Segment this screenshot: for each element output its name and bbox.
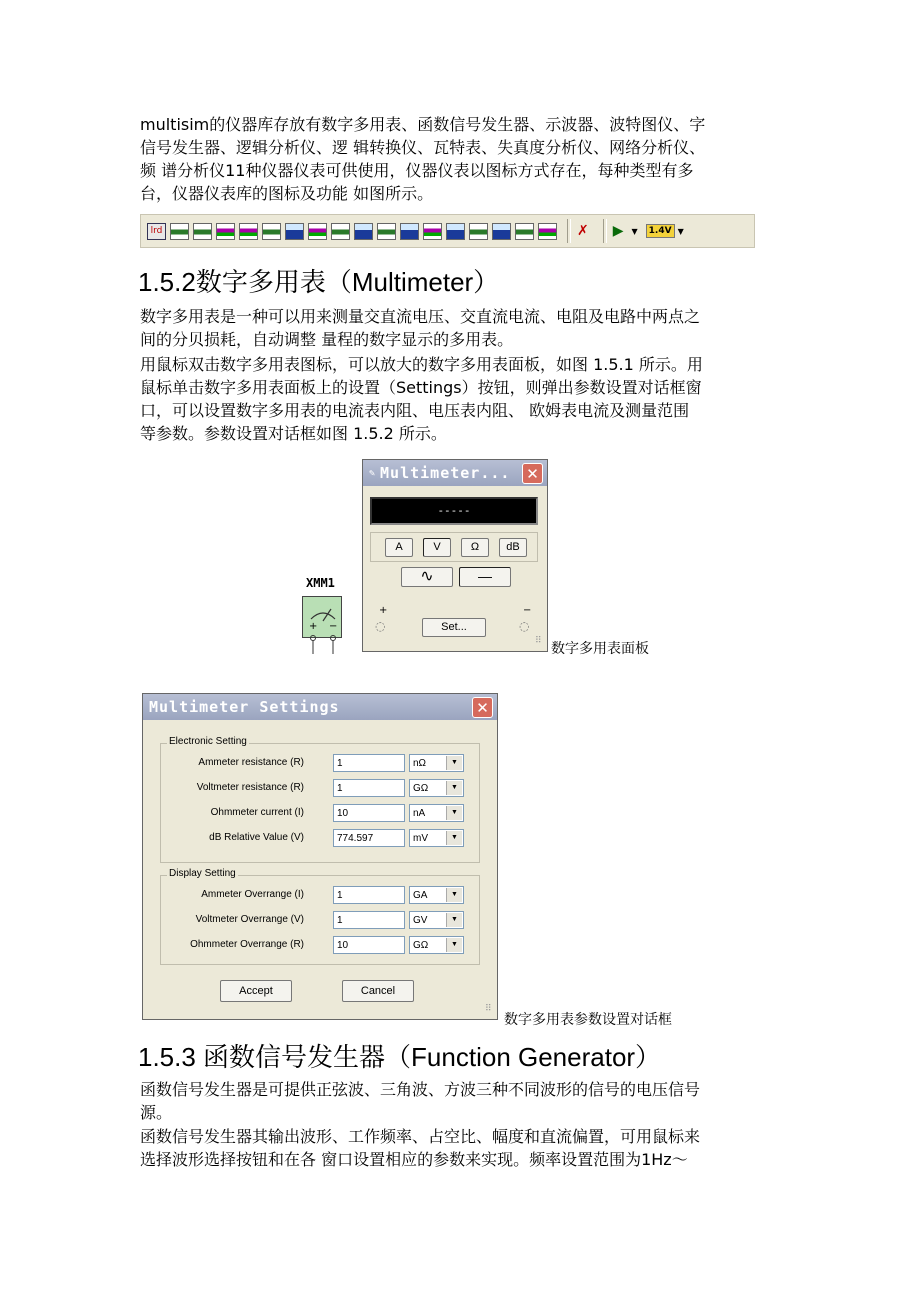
symbol-label: XMM1 [306,576,335,590]
chevron-down-icon: ▼ [446,888,462,902]
unit-select[interactable] [409,886,464,904]
multimeter-settings-dialog [142,693,498,1020]
setting-label: Ohmmeter Overrange (R) [190,939,304,950]
setting-row [161,779,479,799]
section2-paragraph-2 [140,1125,780,1171]
unit-value: GV [413,915,428,926]
setting-label: Ammeter resistance (R) [198,757,304,768]
ohmmeter-current-input[interactable]: 10 [333,804,405,822]
section2-paragraph-1 [140,1078,780,1124]
unit-value: nΩ [413,758,427,769]
unit-select[interactable] [409,829,464,847]
ohmmeter-mode-button[interactable]: Ω [461,538,489,557]
text-line: 等参数。参数设置对话框如图 1.5.2 所示。 [140,424,447,443]
window-title: Multimeter... [380,464,511,482]
text-line: 数字多用表是一种可以用来测量交直流电压、交直流电流、电阻及电路中两点之 [140,307,701,326]
agilent-oscilloscope-icon[interactable] [515,223,534,240]
unit-value: GΩ [413,940,429,951]
chevron-down-icon: ▼ [446,913,462,927]
toolbar-separator [567,219,571,243]
dc-mode-button[interactable]: — [459,567,511,587]
voltmeter-mode-button[interactable]: V [423,538,451,557]
section-heading: 1.5.2数字多用表（Multimeter） [138,267,500,297]
unit-select[interactable] [409,804,464,822]
setting-label: Ammeter Overrange (I) [201,889,304,900]
unit-value: mV [413,833,428,844]
iv-analyzer-icon[interactable] [377,223,396,240]
unit-select[interactable] [409,754,464,772]
multimeter-symbol [296,576,352,656]
electronic-setting-group [160,736,480,863]
ammeter-overrange-input[interactable]: 1 [333,886,405,904]
plus-terminal-label: + [379,605,388,616]
word-generator-icon[interactable] [308,223,327,240]
setting-label: dB Relative Value (V) [209,832,304,843]
resize-grip-icon[interactable]: ⠿ [535,636,542,646]
setting-label: Voltmeter resistance (R) [196,782,304,793]
section-heading: 1.5.3 函数信号发生器（Function Generator） [138,1042,662,1072]
setting-label: Ohmmeter current (I) [210,807,304,818]
multimeter-display: ----- [370,497,538,525]
setting-row [161,804,479,824]
agilent-multimeter-icon[interactable] [492,223,511,240]
setting-row [161,936,479,956]
text-line: multisim的仪器库存放有数字多用表、函数信号发生器、示波器、波特图仪、字 [140,115,706,134]
voltmeter-resistance-input[interactable]: 1 [333,779,405,797]
text-line: 鼠标单击数字多用表面板上的设置（Settings）按钮，则弹出参数设置对话框窗 [140,378,702,397]
plus-terminal-label: + [309,621,318,632]
ac-mode-button[interactable]: ∿ [401,567,453,587]
window-titlebar [143,694,497,720]
spectrum-analyzer-icon[interactable] [423,223,442,240]
logic-converter-icon[interactable] [354,223,373,240]
unit-value: GΩ [413,783,429,794]
labview-instrument-icon[interactable]: ▶ [612,223,624,239]
chevron-down-icon[interactable]: ▼ [631,226,638,236]
network-analyzer-icon[interactable] [446,223,465,240]
ammeter-mode-button[interactable]: A [385,538,413,557]
instrument-toolbar [140,214,755,248]
accept-button[interactable]: Accept [220,980,292,1002]
multimeter-panel-window [362,459,548,652]
db-relative-value-input[interactable]: 774.597 [333,829,405,847]
section1-paragraph-2 [140,353,780,445]
unit-select[interactable] [409,779,464,797]
window-title: Multimeter Settings [149,698,340,716]
chevron-down-icon: ▼ [446,756,462,770]
setting-row [161,754,479,774]
text-line: 选择波形选择按钮和在各 窗口设置相应的参数来实现。频率设置范围为1Hz～ [140,1150,688,1169]
text-line: 间的分贝损耗，自动调整 量程的数字显示的多用表。 [140,330,514,349]
minus-terminal-connector[interactable]: ◌ [519,619,530,633]
chevron-down-icon[interactable]: ▼ [677,226,684,236]
multimeter-icon[interactable]: lrd [147,223,166,240]
terminal-leads [296,634,352,654]
ammeter-resistance-input[interactable]: 1 [333,754,405,772]
oscilloscope-icon[interactable] [216,223,235,240]
toolbar-separator [603,219,607,243]
figure-caption: 数字多用表参数设置对话框 [504,1012,672,1028]
unit-value: GA [413,890,428,901]
minus-terminal-label: − [329,621,338,632]
window-titlebar [363,460,547,486]
text-line: 频 谱分析仪11种仪器仪表可供使用，仪器仪表以图标方式存在，每种类型有多 [140,161,694,180]
decibel-mode-button[interactable]: dB [499,538,527,557]
setting-label: Voltmeter Overrange (V) [195,914,304,925]
text-line: 信号发生器、逻辑分析仪、逻 辑转换仪、瓦特表、失真度分析仪、网络分析仪、 [140,138,706,157]
measurement-probe-icon[interactable]: 1.4V [646,224,675,238]
text-line: 用鼠标双击数字多用表图标，可以放大的数字多用表面板，如图 1.5.1 所示。用 [140,355,703,374]
figure-caption: 数字多用表面板 [551,641,649,657]
current-probe-icon[interactable]: ✗ [577,223,589,239]
unit-select[interactable] [409,936,464,954]
close-icon[interactable]: ✕ [472,697,493,718]
ohmmeter-overrange-input[interactable]: 10 [333,936,405,954]
text-line: 函数信号发生器其输出波形、工作频率、占空比、幅度和直流偏置，可用鼠标来 [140,1127,701,1146]
text-line: 源。 [140,1103,173,1122]
agilent-function-generator-icon[interactable] [469,223,488,240]
distortion-analyzer-icon[interactable] [400,223,419,240]
chevron-down-icon: ▼ [446,781,462,795]
function-generator-icon[interactable] [170,223,189,240]
chevron-down-icon: ▼ [446,938,462,952]
frequency-counter-icon[interactable] [285,223,304,240]
mode-button-group [370,532,538,562]
unit-select[interactable] [409,911,464,929]
unit-value: nA [413,808,426,819]
settings-button[interactable]: Set... [422,618,486,637]
tektronix-oscilloscope-icon[interactable] [538,223,557,240]
minus-terminal-label: − [523,605,532,616]
chevron-down-icon: ▼ [446,806,462,820]
resize-grip-icon[interactable]: ⠿ [485,1004,492,1014]
intro-paragraph [140,113,780,205]
display-setting-group [160,868,480,965]
section1-paragraph-1 [140,305,780,351]
bode-plotter-icon[interactable] [262,223,281,240]
text-line: 台，仪器仪表库的图标及功能 如图所示。 [140,184,434,203]
cancel-button[interactable]: Cancel [342,980,414,1002]
logic-analyzer-icon[interactable] [331,223,350,240]
setting-row [161,886,479,906]
text-line: 口，可以设置数字多用表的电流表内阻、电压表内阻、 欧姆表电流及测量范围 [140,401,690,420]
text-line: 函数信号发生器是可提供正弦波、三角波、方波三种不同波形的信号的电压信号 [140,1080,701,1099]
setting-row [161,829,479,849]
chevron-down-icon: ▼ [446,831,462,845]
plus-terminal-connector[interactable]: ◌ [375,619,386,633]
group-legend: Electronic Setting [169,736,247,747]
setting-row [161,911,479,931]
app-icon: ✎ [369,467,377,479]
meter-needle-icon [303,597,343,639]
group-legend: Display Setting [169,868,236,879]
symbol-body [302,596,342,638]
wattmeter-icon[interactable] [193,223,212,240]
voltmeter-overrange-input[interactable]: 1 [333,911,405,929]
four-channel-oscilloscope-icon[interactable] [239,223,258,240]
close-icon[interactable]: ✕ [522,463,543,484]
